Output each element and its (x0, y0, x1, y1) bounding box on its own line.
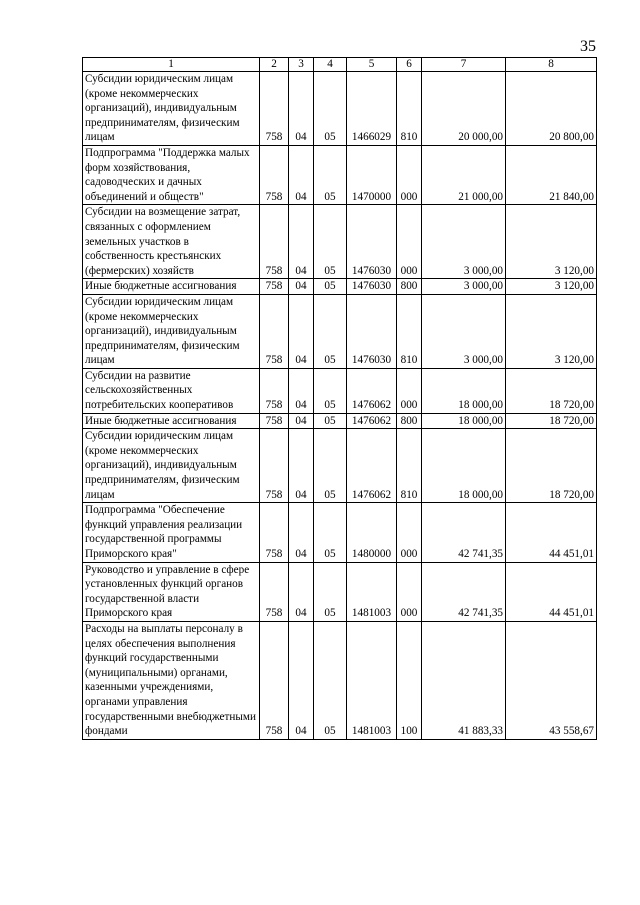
row-amount-col8: 44 451,01 (506, 503, 597, 562)
col-header-8: 8 (506, 58, 597, 72)
row-amount-col8: 18 720,00 (506, 368, 597, 413)
row-subsection-code: 05 (314, 279, 347, 295)
table-row (83, 562, 597, 621)
row-amount-col8: 3 120,00 (506, 205, 597, 279)
col-header-2: 2 (260, 58, 289, 72)
table-row (83, 368, 597, 413)
row-name: Подпрограмма "Поддержка малых форм хозяйствования, садоводческих и дачных объединений и обществ" (83, 145, 260, 204)
row-section-code: 04 (289, 72, 314, 146)
row-section-code: 04 (289, 368, 314, 413)
row-ministry-code: 758 (260, 279, 289, 295)
row-section-code: 04 (289, 294, 314, 368)
row-section-code: 04 (289, 413, 314, 429)
row-amount-col7: 18 000,00 (422, 429, 506, 503)
row-subsection-code: 05 (314, 429, 347, 503)
row-amount-col7: 42 741,35 (422, 503, 506, 562)
row-expense-type-code: 000 (397, 562, 422, 621)
row-target-code: 1481003 (347, 562, 397, 621)
header-row (83, 58, 597, 72)
row-name: Субсидии юридическим лицам (кроме некоммерческих организаций), индивидуальным предпринимателям, физическим лицам (83, 294, 260, 368)
row-expense-type-code: 800 (397, 413, 422, 429)
row-expense-type-code: 800 (397, 279, 422, 295)
row-name: Субсидии на возмещение затрат, связанных с оформлением земельных участков в собственность крестьянских (фермерских) хозяйств (83, 205, 260, 279)
row-subsection-code: 05 (314, 294, 347, 368)
row-subsection-code: 05 (314, 145, 347, 204)
row-section-code: 04 (289, 429, 314, 503)
row-amount-col8: 20 800,00 (506, 72, 597, 146)
table-row (83, 621, 597, 739)
col-header-4: 4 (314, 58, 347, 72)
row-expense-type-code: 810 (397, 72, 422, 146)
row-name: Подпрограмма "Обеспечение функций управления реализации государственной программы Приморского края" (83, 503, 260, 562)
table-row (83, 429, 597, 503)
row-name: Субсидии юридическим лицам (кроме некоммерческих организаций), индивидуальным предпринимателям, физическим лицам (83, 72, 260, 146)
row-subsection-code: 05 (314, 72, 347, 146)
row-target-code: 1476062 (347, 368, 397, 413)
table-row (83, 294, 597, 368)
row-expense-type-code: 810 (397, 294, 422, 368)
row-target-code: 1470000 (347, 145, 397, 204)
row-target-code: 1466029 (347, 72, 397, 146)
row-name: Руководство и управление в сфере установленных функций органов государственной власти Приморского края (83, 562, 260, 621)
row-subsection-code: 05 (314, 413, 347, 429)
row-name: Расходы на выплаты персоналу в целях обеспечения выполнения функций государственными (муниципальными) органами, казенными учреждениями, органами управления государственными внебюджетными фондами (83, 621, 260, 739)
row-ministry-code: 758 (260, 503, 289, 562)
row-amount-col8: 3 120,00 (506, 279, 597, 295)
row-section-code: 04 (289, 621, 314, 739)
row-ministry-code: 758 (260, 429, 289, 503)
row-amount-col8: 43 558,67 (506, 621, 597, 739)
row-ministry-code: 758 (260, 621, 289, 739)
col-header-3: 3 (289, 58, 314, 72)
table-row (83, 145, 597, 204)
row-amount-col8: 3 120,00 (506, 294, 597, 368)
row-subsection-code: 05 (314, 503, 347, 562)
row-section-code: 04 (289, 562, 314, 621)
row-amount-col7: 42 741,35 (422, 562, 506, 621)
row-amount-col7: 3 000,00 (422, 205, 506, 279)
row-section-code: 04 (289, 145, 314, 204)
row-amount-col7: 18 000,00 (422, 368, 506, 413)
row-ministry-code: 758 (260, 562, 289, 621)
row-ministry-code: 758 (260, 368, 289, 413)
row-target-code: 1476030 (347, 279, 397, 295)
row-amount-col7: 20 000,00 (422, 72, 506, 146)
row-expense-type-code: 000 (397, 368, 422, 413)
row-name: Иные бюджетные ассигнования (83, 413, 260, 429)
col-header-1: 1 (83, 58, 260, 72)
row-amount-col8: 18 720,00 (506, 429, 597, 503)
row-ministry-code: 758 (260, 413, 289, 429)
row-subsection-code: 05 (314, 621, 347, 739)
row-amount-col7: 18 000,00 (422, 413, 506, 429)
row-amount-col8: 44 451,01 (506, 562, 597, 621)
row-amount-col7: 3 000,00 (422, 279, 506, 295)
row-section-code: 04 (289, 503, 314, 562)
row-section-code: 04 (289, 205, 314, 279)
row-expense-type-code: 100 (397, 621, 422, 739)
table-row (83, 503, 597, 562)
row-expense-type-code: 000 (397, 205, 422, 279)
row-name: Субсидии на развитие сельскохозяйственных потребительских кооперативов (83, 368, 260, 413)
table-row (83, 72, 597, 146)
row-ministry-code: 758 (260, 205, 289, 279)
row-name: Субсидии юридическим лицам (кроме некоммерческих организаций), индивидуальным предпринимателям, физическим лицам (83, 429, 260, 503)
row-target-code: 1480000 (347, 503, 397, 562)
row-section-code: 04 (289, 279, 314, 295)
page-number: 35 (580, 38, 596, 55)
row-amount-col7: 21 000,00 (422, 145, 506, 204)
row-target-code: 1476062 (347, 429, 397, 503)
row-expense-type-code: 000 (397, 145, 422, 204)
row-name: Иные бюджетные ассигнования (83, 279, 260, 295)
row-subsection-code: 05 (314, 205, 347, 279)
col-header-7: 7 (422, 58, 506, 72)
row-ministry-code: 758 (260, 145, 289, 204)
row-target-code: 1476030 (347, 294, 397, 368)
table-row (83, 413, 597, 429)
col-header-6: 6 (397, 58, 422, 72)
table-row (83, 205, 597, 279)
row-amount-col8: 18 720,00 (506, 413, 597, 429)
row-target-code: 1481003 (347, 621, 397, 739)
row-expense-type-code: 000 (397, 503, 422, 562)
row-subsection-code: 05 (314, 368, 347, 413)
row-ministry-code: 758 (260, 294, 289, 368)
row-target-code: 1476062 (347, 413, 397, 429)
row-ministry-code: 758 (260, 72, 289, 146)
table-row (83, 279, 597, 295)
col-header-5: 5 (347, 58, 397, 72)
budget-table (82, 57, 597, 740)
row-amount-col7: 3 000,00 (422, 294, 506, 368)
row-amount-col7: 41 883,33 (422, 621, 506, 739)
row-target-code: 1476030 (347, 205, 397, 279)
row-amount-col8: 21 840,00 (506, 145, 597, 204)
row-subsection-code: 05 (314, 562, 347, 621)
row-expense-type-code: 810 (397, 429, 422, 503)
